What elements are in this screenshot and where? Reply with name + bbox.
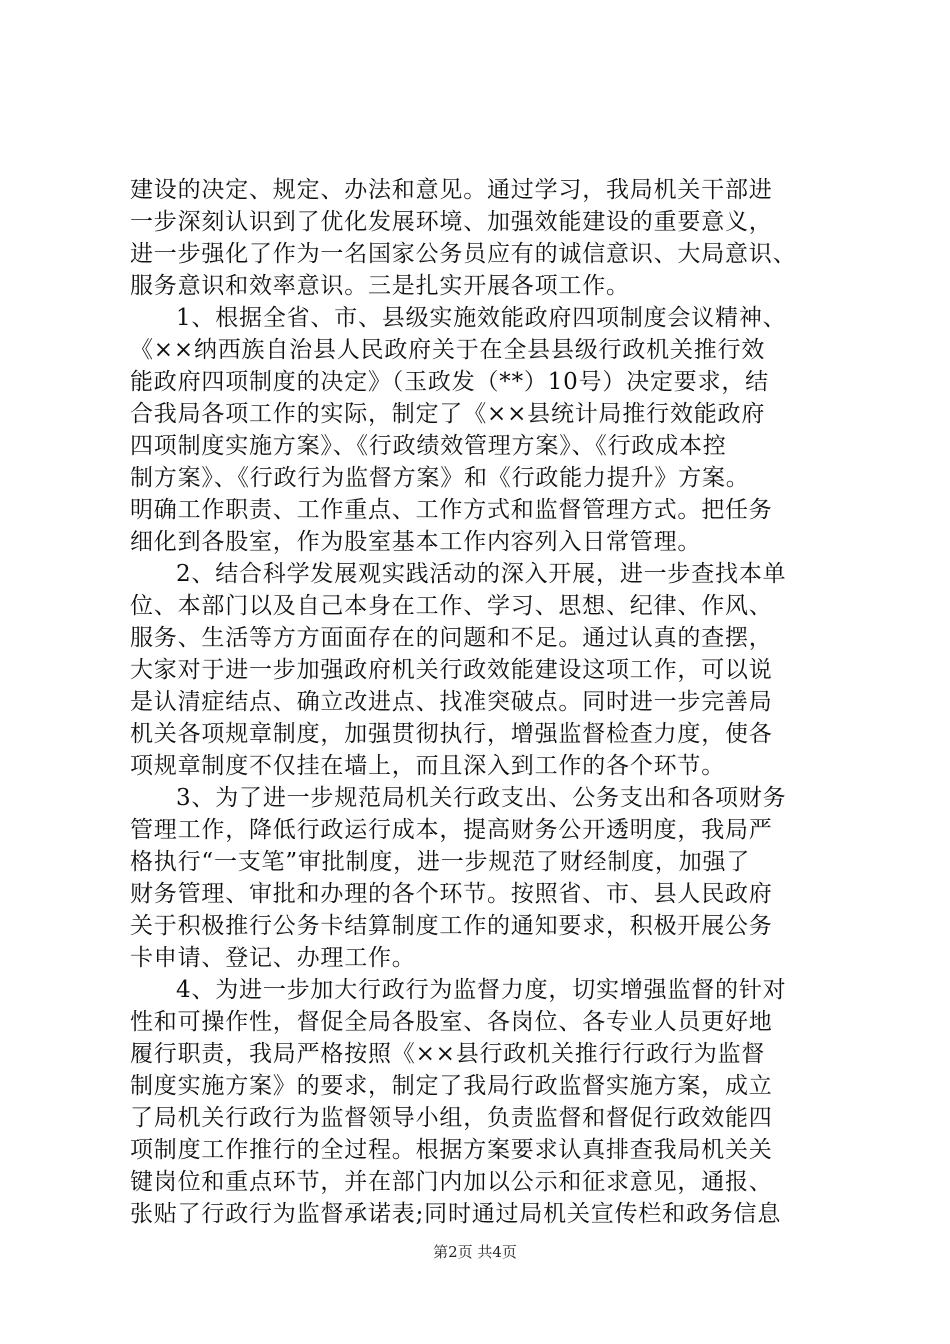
page-footer: 第2页 共4页 [433,1243,517,1261]
text-line: 项规章制度不仅挂在墙上，而且深入到工作的各个环节。 [130,753,725,779]
text-line: 项制度工作推行的全过程。根据方案要求认真排查我局机关关 [130,1137,773,1163]
text-line: 格执行“一支笔”审批制度，进一步规范了财经制度，加强了 [130,849,751,875]
text-line: 关于积极推行公务卡结算制度工作的通知要求，积极开展公务 [130,913,773,939]
text-line: 进一步强化了作为一名国家公务员应有的诚信意识、大局意识、 [130,241,797,267]
text-line: 财务管理、审批和办理的各个环节。按照省、市、县人民政府 [130,881,773,907]
text-line: 制方案》、《行政行为监督方案》和《行政能力提升》方案。 [130,465,750,491]
text-line: 性和可操作性，督促全局各股室、各岗位、各专业人员更好地 [130,1009,773,1035]
text-line: 管理工作，降低行政运行成本，提高财务公开透明度，我局严 [130,817,773,843]
text-line: 明确工作职责、工作重点、工作方式和监督管理方式。把任务 [130,497,773,523]
text-line: 合我局各项工作的实际，制定了《××县统计局推行效能政府 [130,401,766,427]
body-text [130,174,830,1230]
text-line: 服务、生活等方方面面存在的问题和不足。通过认真的查摆， [130,625,773,651]
paragraph-2-start: 2、结合科学发展观实践活动的深入开展，进一步查找本单 [176,561,787,587]
text-line: 位、本部门以及自己本身在工作、学习、思想、纪律、作风、 [130,593,773,619]
text-line: 是认清症结点、确立改进点、找准突破点。同时进一步完善局 [130,689,773,715]
text-line: 键岗位和重点环节，并在部门内加以公示和征求意见，通报、 [130,1169,773,1195]
text-line: 机关各项规章制度，加强贯彻执行，增强监督检查力度，使各 [130,721,773,747]
text-line: 卡申请、登记、办理工作。 [130,945,416,971]
text-line: 一步深刻认识到了优化发展环境、加强效能建设的重要意义， [130,209,773,235]
text-line: 四项制度实施方案》、《行政绩效管理方案》、《行政成本控 [130,433,727,459]
text-line: 张贴了行政行为监督承诺表;同时通过局机关宣传栏和政务信息 [130,1201,782,1227]
text-line: 履行职责，我局严格按照《××县行政机关推行行政行为监督 [130,1041,766,1067]
paragraph-3-start: 3、为了进一步规范局机关行政支出、公务支出和各项财务 [176,785,787,811]
text-line: 《××纳西族自治县人民政府关于在全县县级行政机关推行效 [130,337,766,363]
text-line: 制度实施方案》的要求，制定了我局行政监督实施方案，成立 [130,1073,773,1099]
text-line: 能政府四项制度的决定》（玉政发（**）10号）决定要求，结 [130,369,769,395]
paragraph-1-start: 1、根据全省、市、县级实施效能政府四项制度会议精神、 [176,305,787,331]
text-line: 了局机关行政行为监督领导小组，负责监督和督促行政效能四 [130,1105,773,1131]
text-line: 大家对于进一步加强政府机关行政效能建设这项工作，可以说 [130,657,773,683]
text-line: 细化到各股室，作为股室基本工作内容列入日常管理。 [130,529,702,555]
text-line: 建设的决定、规定、办法和意见。通过学习，我局机关干部进 [130,177,773,203]
paragraph-4-start: 4、为进一步加大行政行为监督力度，切实增强监督的针对 [176,977,787,1003]
text-line: 服务意识和效率意识。三是扎实开展各项工作。 [130,273,630,299]
